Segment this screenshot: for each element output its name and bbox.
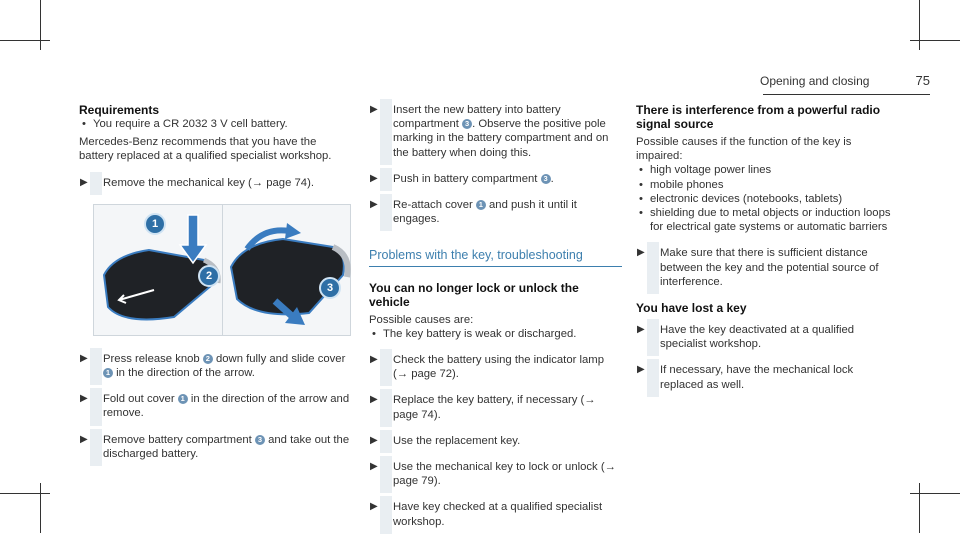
heading-interference: There is interference from a powerful radio signal source [636, 103, 881, 131]
step-ensure-distance: ▶ Make sure that there is sufficient distance between the key and the potential source of interference. [636, 246, 898, 289]
callout-1-cover: 1 [144, 213, 166, 235]
step-arrow-icon: ▶ [370, 501, 378, 513]
header-rule [763, 94, 930, 95]
step-arrow-icon: ▶ [370, 199, 378, 211]
page-header [760, 74, 930, 88]
recommendation-text: Mercedes-Benz recommends that you have the battery replaced at a qualified specialist workshop. [79, 136, 332, 163]
battery-replacement-figure [93, 204, 351, 336]
crop-mark [0, 493, 50, 494]
step-arrow-icon: ▶ [80, 393, 88, 405]
marker-1: 1 [178, 394, 188, 404]
step-press-release-knob: ▶ Press release knob 2 down fully and slide cover 1 in the direction of the arrow. [79, 352, 351, 380]
step-arrow-icon: ▶ [370, 172, 378, 184]
subheading-lost-key: You have lost a key [636, 301, 747, 316]
step-arrow-icon: ▶ [80, 352, 88, 364]
step-arrow-icon: ▶ [80, 176, 88, 188]
callout-3-battery-compartment: 3 [319, 277, 341, 299]
step-arrow-icon: ▶ [637, 364, 645, 376]
crop-mark [40, 0, 41, 50]
crop-mark [910, 493, 960, 494]
marker-1: 1 [103, 368, 113, 378]
step-use-mechanical-key: ▶ Use the mechanical key to lock or unlock (→ page 79). [369, 460, 622, 488]
column-right [636, 103, 898, 392]
crop-mark [0, 40, 50, 41]
interference-item: • electronic devices (notebooks, tablets) [636, 192, 898, 206]
step-remove-key: ▶ Remove the mechanical key (→ page 74). [79, 176, 351, 190]
section-title-troubleshooting: Problems with the key, troubleshooting [369, 248, 622, 266]
header-section: Opening and closing [760, 74, 870, 88]
interference-item: • shielding due to metal objects or induction loops for electrical gate systems or automatic barriers [636, 206, 898, 234]
marker-2: 2 [203, 354, 213, 364]
crop-mark [919, 483, 920, 533]
marker-3: 3 [255, 435, 265, 445]
page-number: 75 [915, 73, 930, 88]
step-arrow-icon: ▶ [370, 104, 378, 115]
key-fold-cover-illustration [223, 205, 351, 335]
column-middle [369, 103, 622, 529]
marker-1: 1 [476, 200, 486, 210]
step-arrow-icon: ▶ [370, 461, 378, 473]
step-replace-lock: ▶ If necessary, have the mechanical lock replaced as well. [636, 363, 898, 391]
step-use-replacement-key: ▶ Use the replacement key. [369, 434, 622, 448]
column-left [79, 103, 351, 461]
step-arrow-icon: ▶ [637, 324, 645, 336]
callout-2-release-knob: 2 [198, 265, 220, 287]
marker-3: 3 [541, 174, 551, 184]
interference-item: • high voltage power lines [636, 163, 898, 177]
step-push-in-compartment: ▶ Push in battery compartment 3 . [369, 172, 622, 186]
causes-intro: Possible causes are: [369, 313, 474, 326]
step-arrow-icon: ▶ [370, 354, 378, 366]
step-check-battery: ▶ Check the battery using the indicator lamp (→ page 72). [369, 353, 622, 381]
subheading-lock-unlock: You can no longer lock or unlock the vehicle [369, 280, 579, 309]
step-deactivate-key: ▶ Have the key deactivated at a qualified specialist workshop. [636, 323, 898, 351]
step-arrow-icon: ▶ [80, 433, 88, 445]
requirement-item: • You require a CR 2032 3 V cell battery. [79, 117, 351, 131]
crop-mark [919, 0, 920, 50]
step-insert-battery: ▶ Insert the new battery into battery compartment 3 . Observe the positive pole marking in the battery compartment and on the battery when doing this. [369, 103, 622, 160]
crop-mark [910, 40, 960, 41]
step-replace-battery: ▶ Replace the key battery, if necessary (→ page 74). [369, 393, 622, 421]
step-arrow-icon: ▶ [370, 434, 378, 446]
step-have-key-checked: ▶ Have key checked at a qualified specialist workshop. [369, 500, 622, 528]
step-reattach-cover: ▶ Re-attach cover 1 and push it until it engages. [369, 198, 622, 226]
crop-mark [40, 483, 41, 533]
interference-item: • mobile phones [636, 178, 898, 192]
step-arrow-icon: ▶ [637, 247, 645, 259]
marker-3: 3 [462, 119, 472, 129]
step-fold-out-cover: ▶ Fold out cover 1 in the direction of the arrow and remove. [79, 392, 351, 420]
step-arrow-icon: ▶ [370, 394, 378, 406]
interference-intro: Possible causes if the function of the key is impaired: [636, 136, 852, 163]
step-remove-battery-compartment: ▶ Remove battery compartment 3 and take out the discharged battery. [79, 433, 351, 461]
cause-item: • The key battery is weak or discharged. [369, 327, 622, 341]
requirements-heading: Requirements [79, 103, 160, 117]
